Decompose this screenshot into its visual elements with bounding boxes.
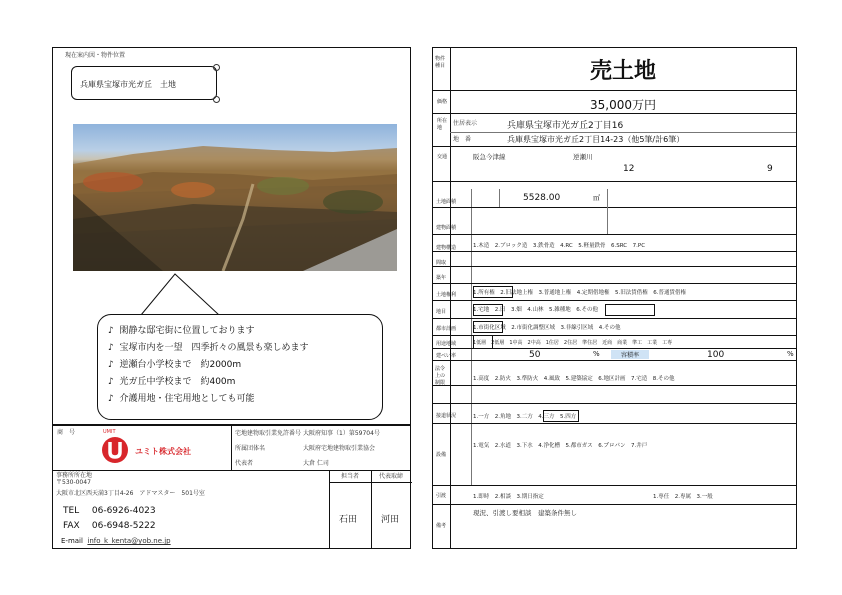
rep-label: 代表者 <box>235 460 254 467</box>
structure-options: 1.木造 2.ブロック造 3.鉄骨造 4.RC 5.軽量鉄骨 6.SRC 7.PC <box>473 243 646 249</box>
far-label: 容積率 <box>611 350 649 359</box>
feature-text: 光ガ丘中学校まで 約400m <box>119 377 236 387</box>
music-note-icon: ♪ <box>108 343 114 353</box>
license-label: 宅地建物取引業免許番号 <box>235 430 302 437</box>
coverage-percent: % <box>593 350 600 358</box>
fax-number: 06-6948-5222 <box>91 521 156 531</box>
land-category-options: 1.宅地 2.田 3.畑 4.山林 5.雑種地 6.その他 <box>473 307 598 313</box>
sheet-title: 売土地 <box>589 59 656 84</box>
staff-name: 河田 <box>381 515 400 525</box>
staff-header: 担当者 <box>341 473 360 480</box>
tel-row <box>63 506 156 516</box>
staff-header: 代表取締 <box>379 473 404 480</box>
side-label: 建物構造 <box>436 245 457 251</box>
selected-option-box <box>473 321 503 333</box>
road-options: 1.一方 2.角地 3.二方 4.三方 5.四方 <box>473 414 577 420</box>
features-list <box>108 323 382 408</box>
address-value: 兵庫県宝塚市光ガ丘2丁目16 <box>507 121 624 131</box>
side-label: 設備 <box>436 452 447 458</box>
property-sheet <box>432 47 797 549</box>
assoc-value: 大阪府宅地建物取引業協会 <box>303 445 376 452</box>
agent-box <box>52 425 411 549</box>
left-panel <box>52 47 411 425</box>
transit-line: 阪急今津線 <box>473 153 506 161</box>
city-plan-options: 1.市街化区域 2.市街化調整区域 3.非線引区域 4.その他 <box>473 325 621 331</box>
company-label: 商 号 <box>57 429 76 436</box>
side-label: 土地面積 <box>436 199 457 205</box>
list-item <box>108 374 382 391</box>
bus-minutes: 12 <box>623 164 635 174</box>
far-percent: % <box>787 350 794 358</box>
feature-text: 閑静な邸宅街に位置しております <box>119 326 255 336</box>
selected-option-box <box>473 286 513 298</box>
staff-name: 石田 <box>339 515 358 525</box>
fax-label: FAX <box>63 521 80 531</box>
side-label: 交通 <box>437 154 448 160</box>
side-label: 築年 <box>436 275 447 281</box>
music-note-icon: ♪ <box>108 377 114 387</box>
music-note-icon: ♪ <box>108 326 114 336</box>
land-area-unit: ㎡ <box>593 194 600 202</box>
coverage-value: 50 <box>529 350 541 360</box>
address-label: 住居表示 <box>453 120 478 127</box>
email-link[interactable]: info_k_kenta@yob.ne.jp <box>87 537 171 545</box>
property-photo <box>73 124 397 271</box>
side-label: 土地権利 <box>436 292 457 298</box>
lot-label: 地 番 <box>453 136 472 143</box>
company-name: ユミト株式会社 <box>135 447 191 456</box>
logo-text: UMIT <box>103 429 116 435</box>
contract-options: 1.専任 2.専属 3.一般 <box>653 494 713 500</box>
transit-station: 逆瀬川 <box>573 153 593 161</box>
email-label: E-mail <box>61 537 83 545</box>
far-value: 100 <box>707 350 725 360</box>
land-area-value: 5528.00 <box>523 193 561 203</box>
feature-text: 宝塚市内を一望 四季折々の風景も楽しめます <box>119 343 309 353</box>
tel-label: TEL <box>63 506 80 516</box>
fax-row <box>63 521 156 531</box>
hillside-scene-icon <box>73 124 397 271</box>
map-tag-label: 現在案内図・物件位置 <box>65 52 126 59</box>
assoc-label: 所属団体名 <box>235 445 266 452</box>
handover-options: 1.即時 2.相談 3.期日指定 <box>473 494 544 500</box>
side-label: 所在地 <box>437 118 448 131</box>
side-label: 建物面積 <box>436 225 457 231</box>
price-value: 35,000万円 <box>590 98 656 112</box>
tag-pin-icon <box>213 64 220 71</box>
list-item <box>108 391 382 408</box>
side-label: 用途地域 <box>436 341 457 347</box>
side-label: 法令上の制限 <box>435 366 446 386</box>
side-label: 備考 <box>436 523 447 529</box>
zoning-options: 1低層 2低層 1中高 2中高 1住居 2住居 準住居 近商 商業 準工 工業 工専 <box>473 340 673 346</box>
rights-options: 1.所有権 2.旧法地上権 3.普通地上権 4.定期借地権 5.旧法賃借権 6.普通賃借権 <box>473 290 686 296</box>
side-label: 物件種目 <box>435 56 446 69</box>
selected-option-box <box>605 304 655 316</box>
side-label: 接道状況 <box>436 413 457 419</box>
side-label: 価格 <box>437 99 448 105</box>
list-item <box>108 323 382 340</box>
tag-pin-icon <box>213 96 220 103</box>
location-title-box <box>71 66 217 100</box>
restriction-options: 1.高度 2.防火 3.準防火 4.風致 5.建築協定 6.地区計画 7.宅造 8.その他 <box>473 376 675 382</box>
email-row <box>61 537 171 545</box>
feature-text: 逆瀬台小学校まで 約2000m <box>119 360 242 370</box>
side-label: 建ぺい率 <box>436 353 457 359</box>
address-label: 事務所所在地 <box>56 472 93 479</box>
lot-value: 兵庫県宝塚市光ガ丘2丁目14-23（他5筆/計6筆） <box>507 135 685 144</box>
postal-code: 〒530-0047 <box>56 479 91 486</box>
music-note-icon: ♪ <box>108 360 114 370</box>
feature-text: 介護用地・住宅用地としても可能 <box>119 394 255 404</box>
features-bubble <box>97 314 383 420</box>
list-item <box>108 340 382 357</box>
side-label: 間取 <box>436 260 447 266</box>
note-value: 現況、引渡し要相談 建築条件無し <box>473 509 577 517</box>
selected-option-box <box>543 410 579 422</box>
callout-pointer-icon <box>133 272 233 316</box>
selected-option-box <box>473 335 493 349</box>
tel-number: 06-6926-4023 <box>91 506 156 516</box>
license-value: 大阪府知事（1）第59704号 <box>303 430 380 437</box>
list-item <box>108 357 382 374</box>
side-label: 引渡 <box>436 493 447 499</box>
music-note-icon: ♪ <box>108 394 114 404</box>
walk-minutes: 9 <box>767 164 773 174</box>
side-label: 地目 <box>436 309 447 315</box>
side-label: 都市計画 <box>436 326 457 332</box>
facility-options: 1.電気 2.水道 3.下水 4.浄化槽 5.都市ガス 6.プロパン 7.井戸 <box>473 443 648 449</box>
company-logo <box>101 436 129 464</box>
office-address: 大阪市北区西天満3丁目4-26 アドマスター 501号室 <box>56 490 205 497</box>
umit-logo-icon <box>101 436 129 464</box>
location-title: 兵庫県宝塚市光ガ丘 土地 <box>80 80 176 89</box>
selected-option-box <box>473 304 503 316</box>
rep-value: 大倉 仁司 <box>303 460 329 467</box>
